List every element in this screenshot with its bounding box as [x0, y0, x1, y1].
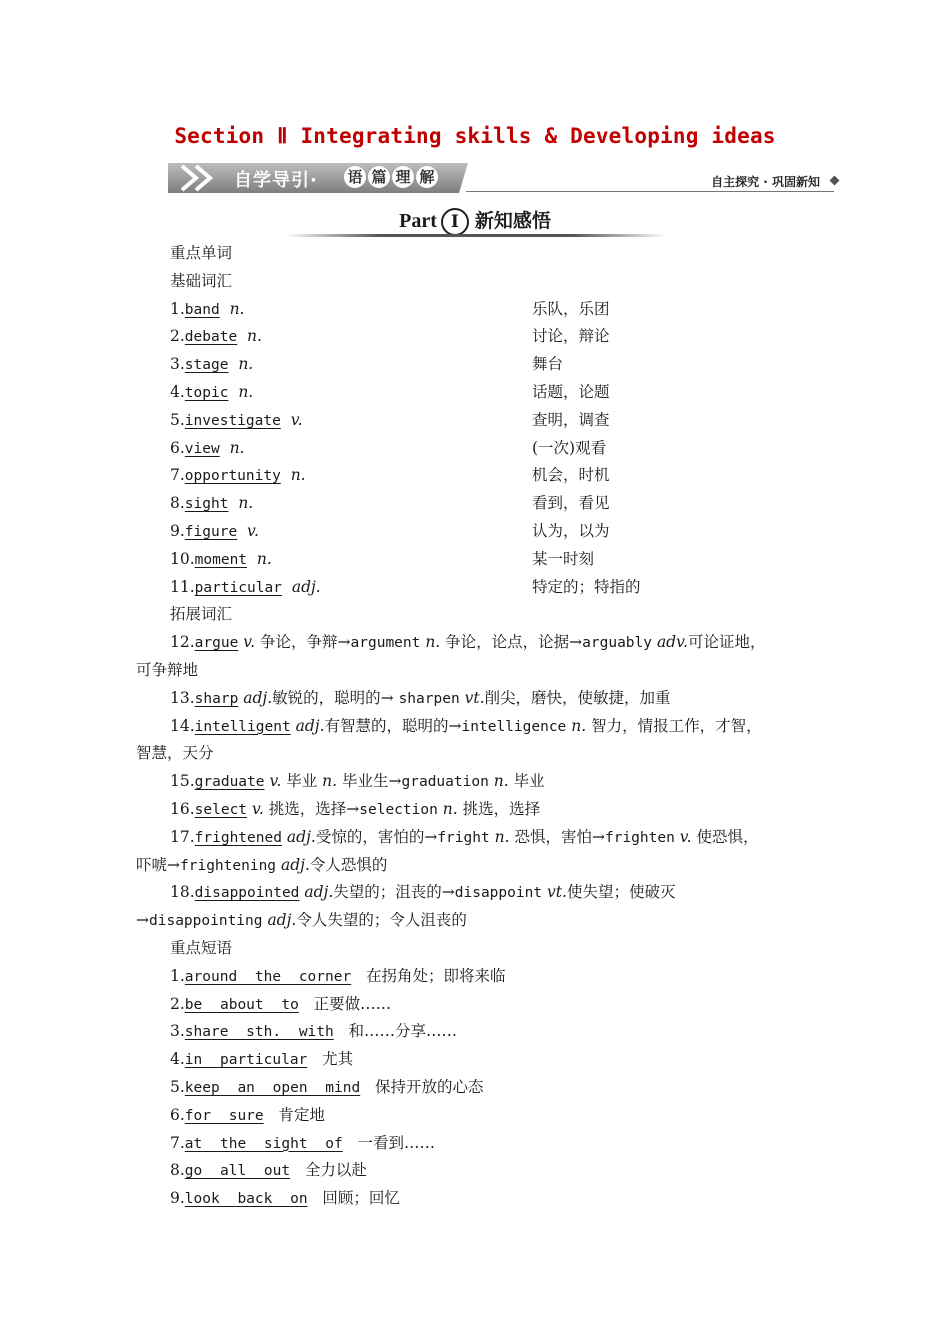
circled-char: 解	[416, 166, 438, 188]
entry-text: 挑选，选择→	[263, 800, 360, 818]
circled-char: 篇	[368, 166, 390, 188]
entry-phrase: keep an open mind	[184, 1080, 361, 1096]
entry-meaning: 和……分享……	[348, 1022, 458, 1041]
entry-pos: v.	[269, 772, 282, 791]
phrase-entry	[170, 1188, 400, 1209]
derived-word: disappointing	[149, 913, 263, 930]
entry-word: particular	[194, 579, 282, 596]
word-entry	[170, 438, 245, 459]
diamond-icon	[830, 176, 840, 186]
phrase-entry	[170, 1133, 435, 1154]
part-underline	[284, 234, 668, 237]
entry-pos: n.	[238, 494, 254, 513]
heading-key-phrases: 重点短语	[170, 939, 233, 957]
entry-pos: n.	[229, 438, 245, 457]
entry-text: 吓唬→	[136, 855, 180, 874]
entry-meaning: 某一时刻	[532, 549, 595, 568]
word-entry	[170, 493, 253, 514]
entry-meaning: 查明，调查	[532, 410, 610, 429]
entry-phrase: go all out	[184, 1163, 291, 1180]
entry-pos: adj.	[291, 577, 321, 596]
entry-number: 6.	[170, 1105, 185, 1124]
phrase-entry	[170, 1049, 353, 1070]
entry-meaning: 乐队，乐团	[532, 299, 610, 318]
entry-phrase: in particular	[184, 1052, 308, 1069]
circled-char: 语	[344, 166, 366, 188]
entry-pos: adj.	[243, 688, 273, 707]
extended-entry-line	[136, 855, 387, 876]
extended-entry-line	[170, 827, 759, 848]
entry-text: →	[136, 911, 149, 930]
entry-number: 11.	[170, 577, 195, 596]
entry-word: frightened	[194, 829, 282, 846]
word-entry	[170, 299, 245, 320]
derived-word: graduation	[401, 774, 489, 791]
entry-word: debate	[184, 329, 238, 346]
entry-meaning: 正要做……	[313, 994, 392, 1013]
entry-word: stage	[184, 357, 229, 374]
derived-word: frightening	[180, 857, 277, 874]
banner-left-label: 自学导引·	[234, 170, 318, 191]
extended-entry-line	[170, 688, 671, 709]
entry-text: 18.	[170, 883, 195, 902]
section-banner	[168, 161, 840, 195]
phrase-entry	[170, 1160, 367, 1181]
entry-text: 毕业生→	[337, 772, 402, 791]
entry-number: 1.	[170, 966, 185, 985]
word-entry	[170, 382, 253, 403]
entry-number: 7.	[170, 466, 185, 485]
part-heading	[0, 206, 950, 236]
entry-number: 8.	[170, 494, 185, 513]
extended-entry-line	[170, 771, 545, 792]
entry-number: 2.	[170, 994, 185, 1013]
phrase-entry	[170, 1105, 325, 1126]
entry-pos: adj.	[295, 716, 325, 735]
entry-text: 13.	[170, 688, 195, 707]
entry-pos: n.	[425, 633, 441, 652]
entry-pos: adj.	[286, 827, 316, 846]
entry-word: select	[194, 802, 248, 818]
entry-text: 可争辩地	[136, 661, 199, 679]
word-entry	[170, 354, 253, 375]
entry-text: 令人失望的；令人沮丧的	[296, 911, 467, 930]
entry-text: 使恐惧，	[691, 827, 759, 846]
entry-meaning: 看到，看见	[532, 494, 610, 513]
phrase-entry	[170, 1077, 484, 1098]
entry-meaning: 肯定地	[278, 1105, 325, 1124]
entry-number: 10.	[170, 549, 195, 568]
banner-circled-chars	[344, 166, 438, 188]
entry-pos: adv.	[656, 633, 688, 652]
entry-meaning: 在拐角处；即将来临	[365, 966, 506, 985]
entry-text: 14.	[170, 716, 195, 735]
extended-entry-line	[170, 716, 762, 737]
extended-entry-line	[136, 743, 214, 763]
phrase-entry	[170, 1021, 457, 1042]
extended-entry-line	[170, 799, 540, 820]
entry-text: 失望的；沮丧的→	[333, 883, 455, 902]
entry-word: sharp	[194, 690, 239, 707]
derived-word: sharpen	[398, 690, 460, 707]
entry-number: 4.	[170, 383, 185, 401]
derived-word: disappoint	[454, 885, 543, 902]
entry-text: 毕业	[508, 772, 545, 791]
extended-entry-line	[136, 660, 198, 680]
entry-meaning: 回顾；回忆	[322, 1189, 400, 1208]
entry-text: 毕业	[281, 772, 323, 791]
word-entry	[170, 465, 306, 486]
entry-number: 8.	[170, 1161, 185, 1180]
entry-number: 3.	[170, 355, 185, 374]
extended-entry-line	[170, 882, 675, 903]
extended-entry-line	[170, 632, 765, 653]
entry-number: 1.	[170, 299, 185, 318]
entry-pos: vt.	[464, 688, 485, 707]
entry-text: 争论，争辩→	[255, 633, 351, 652]
entry-text: 智慧，天分	[136, 744, 214, 763]
entry-word: view	[184, 440, 220, 457]
entry-number: 7.	[170, 1133, 185, 1152]
entry-pos: n.	[571, 716, 587, 735]
part-word: Part	[399, 210, 437, 232]
entry-pos: n.	[247, 327, 262, 346]
entry-meaning: 尤其	[322, 1050, 354, 1069]
entry-number: 9.	[170, 1189, 185, 1208]
entry-pos: n.	[322, 772, 338, 791]
entry-text: 智力，情报工作，才智，	[586, 716, 762, 735]
entry-text: 使失望；使破灭	[566, 883, 676, 902]
entry-pos: adj.	[267, 911, 297, 930]
entry-pos: adj.	[304, 883, 334, 902]
entry-word: band	[184, 301, 220, 318]
entry-pos: n.	[256, 549, 272, 568]
entry-text: 有智慧的，聪明的→	[324, 716, 462, 735]
entry-text: 受惊的，害怕的→	[315, 827, 438, 846]
word-entry	[170, 577, 321, 598]
entry-phrase: look back on	[184, 1191, 308, 1208]
entry-word: intelligent	[194, 718, 291, 735]
entry-word: sight	[184, 496, 229, 513]
entry-number: 2.	[170, 327, 185, 346]
part-numeral: Ⅰ	[441, 208, 469, 236]
entry-text: 争论，论点，论据→	[440, 633, 583, 652]
derived-word: intelligence	[461, 718, 567, 735]
word-entry	[170, 410, 303, 431]
derived-word: fright	[437, 829, 490, 846]
entry-number: 4.	[170, 1050, 185, 1069]
entry-text: 17.	[170, 827, 195, 846]
entry-phrase: for sure	[184, 1107, 264, 1124]
double-chevron-icon	[174, 163, 226, 193]
word-entry	[170, 521, 259, 542]
entry-word: moment	[194, 551, 248, 568]
entry-text: 15.	[170, 772, 195, 791]
entry-text: 削尖，磨快，使敏捷，加重	[484, 688, 671, 707]
entry-pos: n.	[238, 383, 254, 401]
entry-pos: v.	[290, 410, 303, 429]
entry-word: disappointed	[194, 885, 300, 902]
entry-phrase: be about to	[184, 996, 299, 1013]
derived-word: selection	[359, 802, 438, 818]
entry-number: 5.	[170, 1078, 185, 1096]
entry-pos: vt.	[547, 883, 567, 902]
entry-word: topic	[184, 385, 229, 401]
derived-word: frighten	[604, 829, 675, 846]
entry-pos: adj.	[280, 855, 310, 874]
entry-phrase: share sth. with	[184, 1024, 334, 1041]
entry-pos: n.	[493, 772, 509, 791]
entry-pos: n.	[229, 299, 245, 318]
entry-meaning: 舞台	[532, 355, 564, 374]
word-entry	[170, 326, 262, 347]
section-title: Section Ⅱ Integrating skills & Developing ideas	[174, 124, 776, 148]
extended-entry-line	[136, 910, 467, 931]
entry-text: 16.	[170, 800, 195, 818]
entry-meaning: (一次)观看	[532, 438, 607, 457]
entry-number: 9.	[170, 522, 185, 540]
derived-word: arguably	[582, 635, 652, 652]
entry-phrase: around the corner	[184, 968, 352, 985]
entry-pos: v.	[679, 827, 692, 846]
entry-meaning: 全力以赴	[304, 1161, 367, 1180]
entry-meaning: 认为，以为	[532, 522, 610, 540]
heading-key-words: 重点单词	[170, 244, 233, 262]
entry-number: 6.	[170, 438, 185, 457]
entry-phrase: at the sight of	[184, 1135, 343, 1152]
phrase-entry	[170, 966, 506, 987]
phrase-entry	[170, 994, 391, 1015]
entry-word: argue	[194, 635, 239, 652]
entry-pos: n.	[290, 466, 306, 485]
entry-text: 令人恐惧的	[309, 855, 388, 874]
entry-meaning: 保持开放的心态	[374, 1078, 484, 1096]
entry-pos: v.	[247, 522, 259, 540]
entry-word: investigate	[184, 412, 281, 429]
banner-rule	[466, 191, 834, 192]
word-entry	[170, 549, 272, 570]
heading-extended-vocab: 拓展词汇	[170, 605, 233, 624]
part-title: 新知感悟	[474, 210, 551, 232]
entry-pos: n.	[494, 827, 510, 846]
entry-number: 3.	[170, 1022, 185, 1041]
entry-meaning: 机会，时机	[532, 466, 610, 485]
banner-right-label: 自主探究 · 巩固新知	[711, 175, 820, 189]
entry-number: 5.	[170, 410, 185, 429]
entry-word: figure	[184, 524, 238, 540]
entry-text: 12.	[170, 633, 195, 652]
entry-meaning: 话题，论题	[532, 383, 610, 401]
entry-text: 敏锐的，聪明的→	[272, 688, 399, 707]
entry-word: opportunity	[184, 468, 281, 485]
entry-pos: n.	[238, 355, 254, 374]
entry-text: 挑选，选择	[457, 800, 541, 818]
circled-char: 理	[392, 166, 414, 188]
entry-pos: v.	[243, 633, 256, 652]
entry-meaning: 讨论，辩论	[532, 327, 610, 346]
entry-text: 可论证地，	[687, 633, 766, 652]
entry-meaning: 一看到……	[357, 1133, 436, 1152]
derived-word: argument	[350, 635, 421, 652]
entry-word: graduate	[194, 774, 265, 791]
entry-pos: n.	[442, 800, 458, 818]
heading-basic-vocab: 基础词汇	[170, 271, 233, 290]
entry-meaning: 特定的；特指的	[532, 577, 641, 596]
entry-text: 恐惧，害怕→	[509, 827, 605, 846]
entry-pos: v.	[251, 800, 264, 818]
